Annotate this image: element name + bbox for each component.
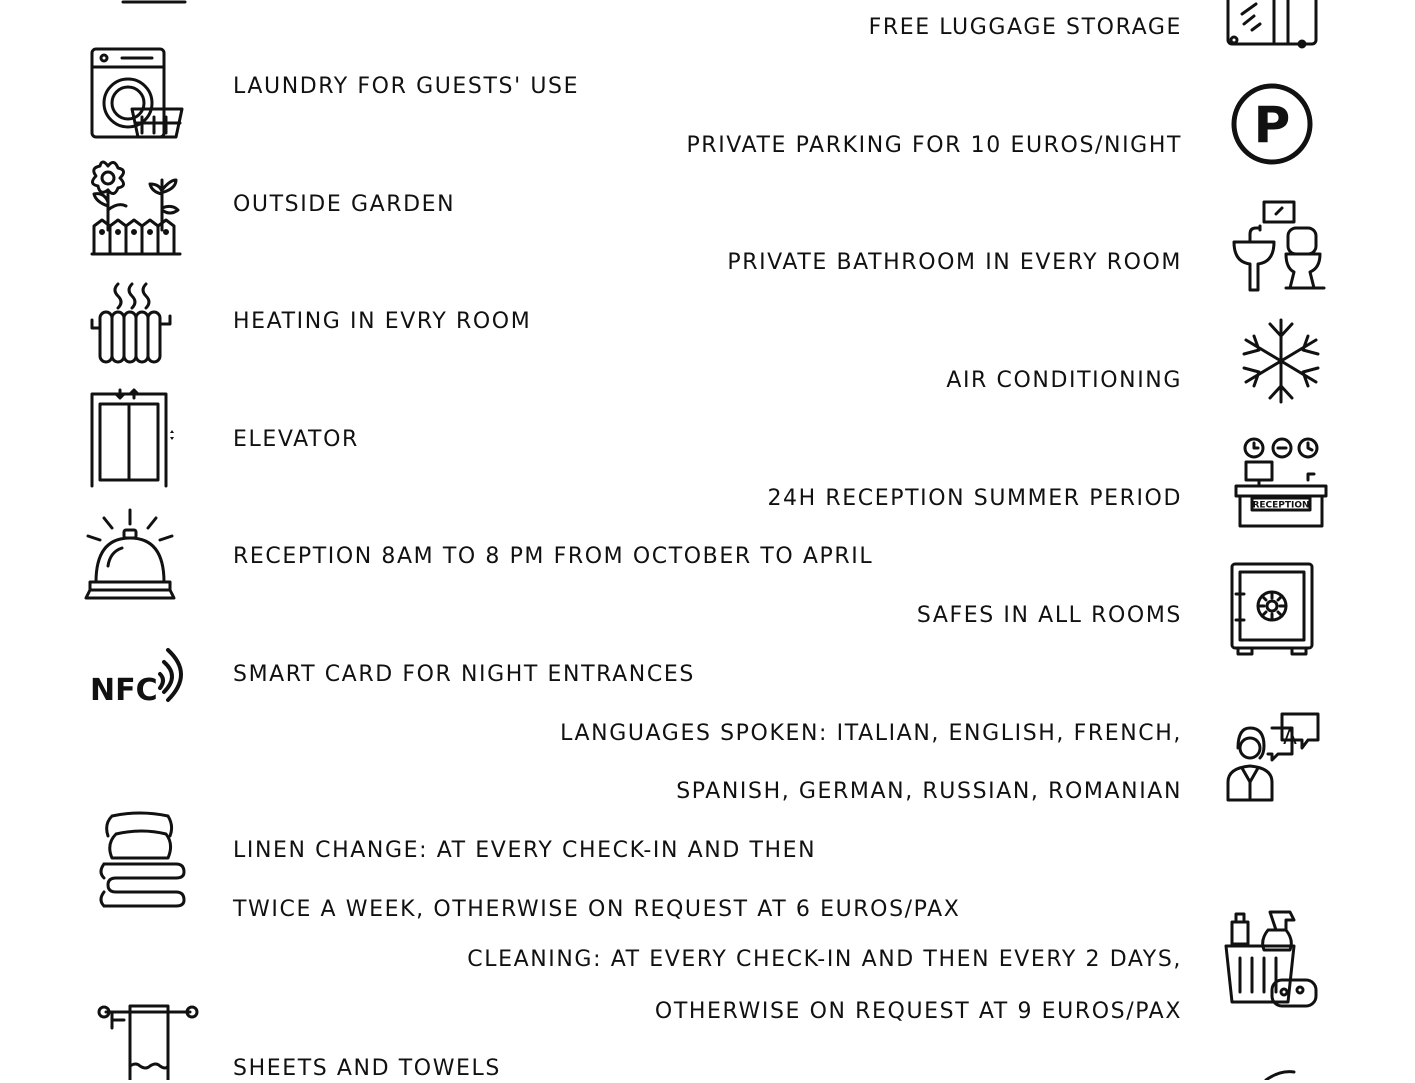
amenity-bathroom: PRIVATE BATHROOM IN EVERY ROOM: [727, 250, 1182, 275]
amenity-linen-2: TWICE A WEEK, OTHERWISE ON REQUEST AT 6 EUROS/PAX: [233, 897, 961, 922]
bell-icon: [82, 506, 178, 604]
safe-icon: [1226, 558, 1318, 656]
washing-machine-icon: [88, 45, 188, 141]
amenity-cleaning-2: OTHERWISE ON REQUEST AT 9 EUROS/PAX: [654, 999, 1182, 1024]
amenity-garden: OUTSIDE GARDEN: [233, 192, 456, 217]
bathroom-icon: [1230, 200, 1330, 292]
speech-letter: A: [1283, 725, 1297, 749]
amenity-cleaning-1: CLEANING: AT EVERY CHECK-IN AND THEN EVERY 2 DAYS,: [467, 947, 1182, 972]
reception-desk-icon: [1232, 434, 1330, 530]
amenity-languages-2: SPANISH, GERMAN, RUSSIAN, ROMANIAN: [676, 779, 1182, 804]
amenity-parking: PRIVATE PARKING FOR 10 EUROS/NIGHT: [686, 133, 1182, 158]
amenity-luggage: FREE LUGGAGE STORAGE: [868, 15, 1182, 40]
language-speaker-icon: [1224, 708, 1322, 804]
amenity-air: AIR CONDITIONING: [946, 368, 1182, 393]
linen-pillows-icon: [96, 806, 188, 910]
parking-letter: P: [1253, 96, 1291, 154]
partial-icon-bottom: [1262, 1068, 1302, 1080]
elevator-icon: [88, 386, 180, 488]
amenity-languages-1: LANGUAGES SPOKEN: ITALIAN, ENGLISH, FRENCH,: [560, 721, 1182, 746]
amenity-sheets: SHEETS AND TOWELS: [233, 1056, 501, 1081]
snowflake-icon: [1238, 316, 1324, 406]
luggage-icon: [1222, 0, 1322, 50]
nfc-icon: [88, 640, 192, 708]
amenity-reception24: 24H RECEPTION SUMMER PERIOD: [767, 486, 1182, 511]
amenity-smart-card: SMART CARD FOR NIGHT ENTRANCES: [233, 662, 695, 687]
amenity-safes: SAFES IN ALL ROOMS: [916, 603, 1182, 628]
towel-rack-icon: [96, 1000, 200, 1080]
amenity-reception-hours: RECEPTION 8AM TO 8 PM FROM OCTOBER TO APRIL: [233, 544, 874, 569]
partial-icon-top: [115, 0, 195, 6]
amenity-elevator: ELEVATOR: [233, 427, 359, 452]
parking-icon: [1228, 80, 1316, 168]
reception-sign-text: RECEPTION: [1252, 500, 1310, 511]
amenity-linen-1: LINEN CHANGE: AT EVERY CHECK-IN AND THEN: [233, 838, 817, 863]
garden-icon: [88, 160, 186, 260]
radiator-icon: [88, 280, 180, 366]
amenity-heating: HEATING IN EVRY ROOM: [233, 309, 532, 334]
cleaning-supplies-icon: [1222, 906, 1322, 1014]
nfc-text: NFC: [90, 673, 158, 708]
amenity-laundry: LAUNDRY FOR GUESTS' USE: [233, 74, 580, 99]
